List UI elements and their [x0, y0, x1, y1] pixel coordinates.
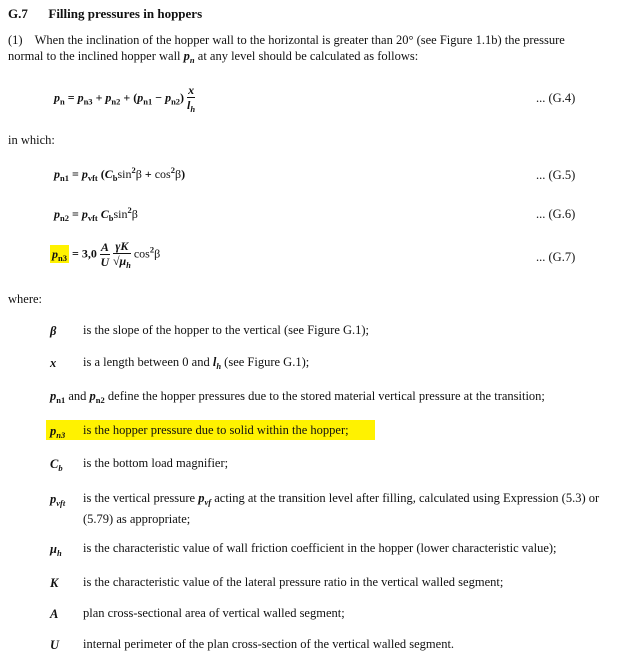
- def-text-mu-h: is the characteristic value of wall friction coefficient in the hopper (lower characteristic value);: [83, 541, 557, 555]
- equation-g4: $p_n = p_{n3} + p_{n2} + (p_{n1} - p_{n2})$ $\frac{x}{l_h}$: [54, 83, 196, 114]
- highlighted-pn3: $p_{n3}$: [52, 246, 67, 263]
- equation-g5: $p_{n1} = p_{vft}$ $(C_b\sin^2\beta + \cos^2\beta)$: [54, 165, 186, 183]
- def-text-pn3: is the hopper pressure due to solid within the hopper;: [83, 423, 349, 437]
- section-number: G.7: [8, 6, 28, 21]
- intro-line-1: [8, 33, 565, 48]
- fraction-x-over-lh: $\frac{x}{l_h}$: [187, 83, 196, 114]
- where-label: where:: [8, 292, 43, 306]
- fraction-a-over-u: $\frac{A}{U}$: [100, 240, 110, 270]
- def-text-u: internal perimeter of the plan cross-section of the vertical walled segment.: [83, 637, 455, 651]
- equation-number-g7: ... (G.7): [536, 250, 576, 264]
- def-symbol-a: A: [50, 607, 59, 621]
- def-symbol-pvft: $p_{vft}$: [50, 492, 66, 508]
- def-text-cb: is the bottom load magnifier;: [83, 456, 229, 470]
- equation-g7: $p_{n3} = 3,0$ $\frac{A}{U}$ $\frac{\gamma K}{√\mu_h}$ $\cos^2\beta$: [52, 239, 161, 270]
- def-symbol-x: x: [50, 356, 57, 370]
- def-text-pvft: is the vertical pressure $p_{vf}$ acting at the transition level after filling, calculated using Expression (5.3) or (5.79) as appropriate;: [83, 491, 600, 526]
- def-text-k: is the characteristic value of the lateral pressure ratio in the vertical walled segment;: [83, 575, 504, 589]
- intro-line-2: normal to the inclined hopper wall $p_n$ at any level should be calculated as follows:: [8, 49, 419, 65]
- fraction-gamma-k-over-sqrt-mu: $\frac{\gamma K}{√\mu_h}$: [112, 239, 131, 270]
- paragraph-marker: (1): [8, 33, 23, 47]
- equation-number-g5: ... (G.5): [536, 168, 576, 182]
- in-which-label: in which:: [8, 133, 55, 147]
- intro-text-1: When the inclination of the hopper wall to the horizontal is greater than 20° (see Figure 1.1b) the pressure: [34, 33, 565, 47]
- equation-number-g4: ... (G.4): [536, 91, 576, 105]
- def-symbol-pn3: $p_{n3}$: [50, 424, 66, 440]
- def-symbol-k: K: [50, 576, 59, 590]
- section-heading: [8, 6, 202, 22]
- equation-g6: $p_{n2} = p_{vft}$ $C_b\sin^2\beta$: [54, 205, 138, 223]
- def-symbol-u: U: [50, 638, 60, 652]
- def-symbol-mu-h: $\mu_h$: [50, 542, 62, 558]
- def-pn1-pn2: $p_{n1}$ and $p_{n2}$ define the hopper pressures due to the stored material vertical pressure at the transition;: [50, 389, 545, 405]
- def-symbol-beta: β: [50, 324, 57, 338]
- def-text-x: is a length between 0 and $l_h$ (see Figure G.1);: [83, 355, 310, 371]
- def-text-a: plan cross-sectional area of vertical walled segment;: [83, 606, 345, 620]
- equation-number-g6: ... (G.6): [536, 207, 576, 221]
- def-text-beta: is the slope of the hopper to the vertical (see Figure G.1);: [83, 323, 370, 337]
- section-title: Filling pressures in hoppers: [48, 6, 203, 21]
- def-symbol-cb: $C_b$: [50, 457, 63, 473]
